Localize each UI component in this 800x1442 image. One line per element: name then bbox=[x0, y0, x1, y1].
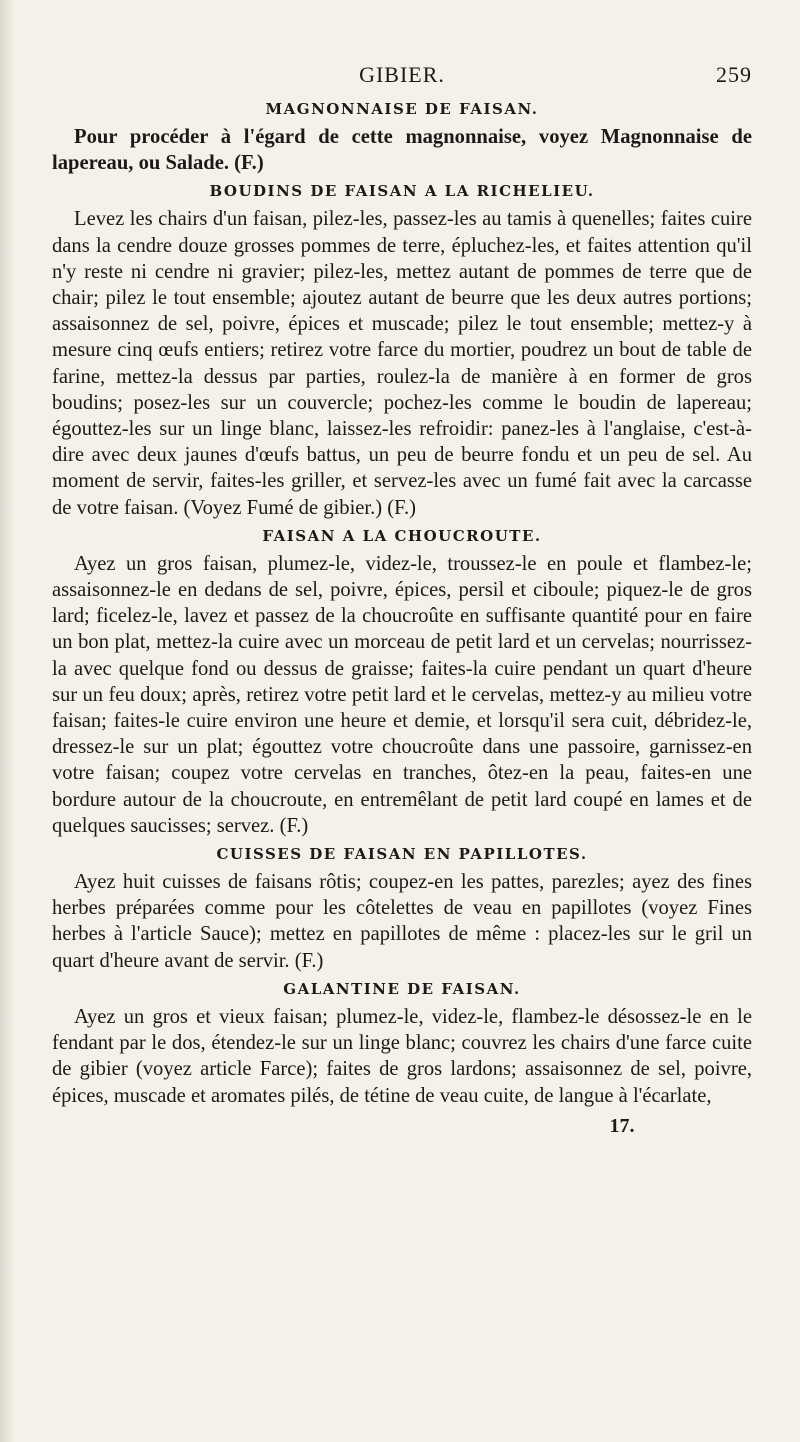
page-number: 259 bbox=[716, 62, 752, 87]
section-body-cuisses: Ayez huit cuisses de faisans rôtis; coupez-en les pattes, parezles; ayez des fines herbes préparées comme pour les côtelettes de veau en papillotes (voyez Fines herbes à l'article Sauce); mettez en papillotes de même : placez-les sur le gril un quart d'heure avant de servir. (F.) bbox=[52, 871, 752, 972]
signature-mark: 17. bbox=[609, 1114, 635, 1137]
section-title-cuisses: CUISSES DE FAISAN EN PAPILLOTES. bbox=[216, 845, 588, 864]
section-title-choucroute: FAISAN A LA CHOUCROUTE. bbox=[262, 526, 542, 545]
section-title-boudins: BOUDINS DE FAISAN A LA RICHELIEU. bbox=[209, 182, 595, 201]
running-head bbox=[52, 62, 752, 96]
page-gutter-shadow bbox=[0, 0, 14, 1442]
section-title-magnonnaise: MAGNONNAISE DE FAISAN. bbox=[265, 100, 539, 118]
section-body-boudins: Levez les chairs d'un faisan, pilez-les, passez-les au tamis à quenelles; faites cuire dans la cendre douze grosses pommes de terre, épluchez-les, et faites attention qu'il n'y reste ni cendre ni gravier; pilez-les, mettez autant de pommes de terre que de chair; pilez le tout ensemble; ajoutez autant de beurre que les deux autres portions; assaisonnez de sel, poivre, épices et muscade; pilez le tout ensemble; mettez-y à mesure cinq œufs entiers; retirez votre farce du mortier, poudrez un bout de table de farine, mettez-la dessus par parties, roulez-la de manière à en former de gros boudins; posez-les sur un couvercle; pochez-les comme le boudin de lapereau; égouttez-les sur un linge blanc, laissez-les refroidir: panez-les à l'anglaise, c'est-à-dire avec deux jaunes d'œufs battus, un peu de beurre fondu et un peu de sel. Au moment de servir, faites-les griller, et servez-les avec un fumé fait avec la carcasse de votre faisan. (Voyez Fumé de gibier.) (F.) bbox=[52, 208, 752, 519]
section-body-galantine: Ayez un gros et vieux faisan; plumez-le, videz-le, flambez-le désossez-le en le fendant par le dos, étendez-le sur un linge blanc; couvrez les chairs d'une farce cuite de gibier (voyez article Farce); faites de gros lardons; assaisonnez de sel, poivre, épices, muscade et aromates pilés, de tétine de veau cuite, de langue à l'écarlate, bbox=[52, 1005, 752, 1107]
running-head-title: GIBIER. bbox=[359, 62, 445, 87]
section-body-magnonnaise: Pour procéder à l'égard de cette magnonnaise, voyez Magnonnaise de lapereau, ou Salade. (F.) bbox=[52, 126, 752, 175]
book-page bbox=[52, 62, 752, 1138]
section-title-galantine: GALANTINE DE FAISAN. bbox=[283, 979, 521, 998]
section-body-choucroute: Ayez un gros faisan, plumez-le, videz-le, troussez-le en poule et flambez-le; assaisonnez-le en dedans de sel, poivre, épices, persil et ciboule; piquez-le de gros lard; ficelez-le, lavez et passez de la choucroûte en suffisante quantité pour en faire un bon plat, mettez-la cuire avec un morceau de petit lard et un cervelas; nourrissez-la avec quelque fond ou dessus de graisse; faites-la cuire pendant un quart d'heure sur un feu doux; après, retirez votre petit lard et le cervelas, mettez-y au milieu votre faisan; faites-le cuire environ une heure et demie, et lorsqu'il sera cuit, débridez-le, dressez-le sur un plat; égouttez votre choucroûte dans une passoire, garnissez-en votre faisan; coupez votre cervelas en tranches, ôtez-en la peau, faites-en une bordure autour de la choucroute, en entremêlant de petit lard coupé en lames et de quelques saucisses; servez. (F.) bbox=[52, 552, 752, 837]
